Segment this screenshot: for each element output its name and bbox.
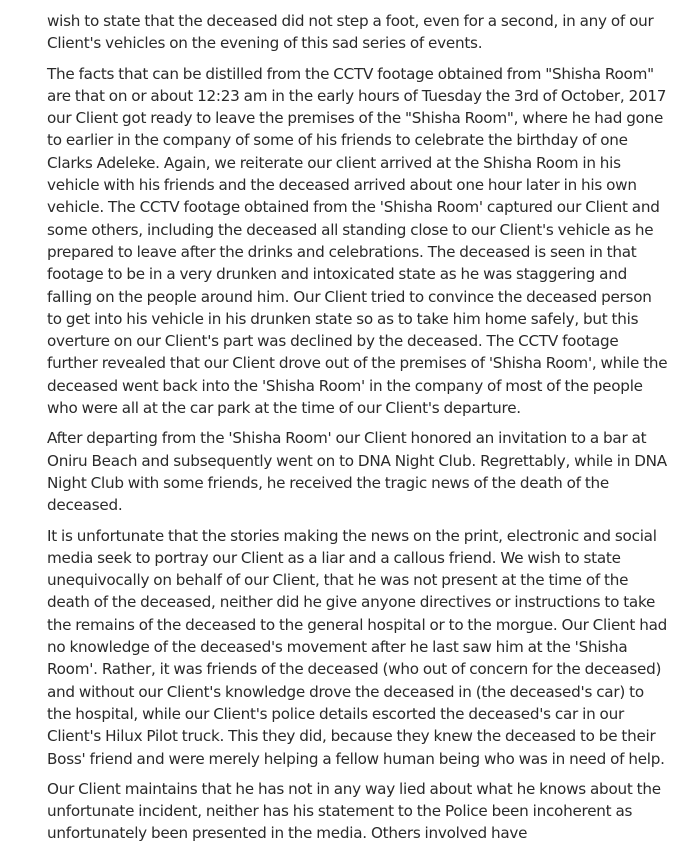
- paragraph-client-maintains: Our Client maintains that he has not in any way lied about what he knows about the unfortunate incident, neither has his statement to the Police been incoherent as unfortunately been presented in the media. Others involved have: [47, 779, 661, 843]
- paragraph-cctv-facts: The facts that can be distilled from the CCTV footage obtained from "Shisha Room" are that on or about 12:23 am in the early hours of Tuesday the 3rd of October, 2017 our Client got ready to leave the premises of the "Shisha Room", where he had gone to earlier in the company of some of his friends to celebrate the birthday of one Clarks Adeleke. Again, we reiterate our client arrived at the Shisha Room in his vehicle with his friends and the deceased arrived about one hour later in his own vehicle. The CCTV footage obtained from the 'Shisha Room' captured our Client and some others, including the deceased all standing close to our Client's vehicle as he prepared to leave after the drinks and celebrations. The deceased is seen in that footage to be in a very drunken and intoxicated state as he was staggering and falling on the people around him. Our Client tried to convince the deceased person to get into his vehicle in his drunken state so as to take him home safely, but this overture on our Client's part was declined by the deceased. The CCTV footage further revealed that our Client drove out of the premises of 'Shisha Room', while the deceased went back into the 'Shisha Room' in the company of most of the people who were all at the car park at the time of our Client's departure.: [47, 64, 668, 418]
- paragraph-after-departing: After departing from the 'Shisha Room' our Client honored an invitation to a bar at Oniru Beach and subsequently went on to DNA Night Club. Regrettably, while in DNA Night Club with some friends, he received the tragic news of the death of the deceased.: [47, 429, 667, 515]
- paragraph-media-portrayal: It is unfortunate that the stories making the news on the print, electronic and social media seek to portray our Client as a liar and a callous friend. We wish to state unequivocally on behalf of our Client, that he was not present at the time of the death of the deceased, neither did he give anyone directives or instructions to take the remains of the deceased to the general hospital or to the morgue. Our Client had no knowledge of the deceased's movement after he last saw him at the 'Shisha Room'. Rather, it was friends of the deceased (who out of concern for the deceased) and without our Client's knowledge drove the deceased in (the deceased's car) to the hospital, while our Client's police details escorted the deceased's car in our Client's Hilux Pilot truck. This they did, because they knew the deceased to be their Boss' friend and were merely helping a fellow human being who was in need of help.: [47, 526, 668, 768]
- paragraph-continuation: wish to state that the deceased did not step a foot, even for a second, in any of our Client's vehicles on the evening of this sad series of events.: [47, 12, 654, 53]
